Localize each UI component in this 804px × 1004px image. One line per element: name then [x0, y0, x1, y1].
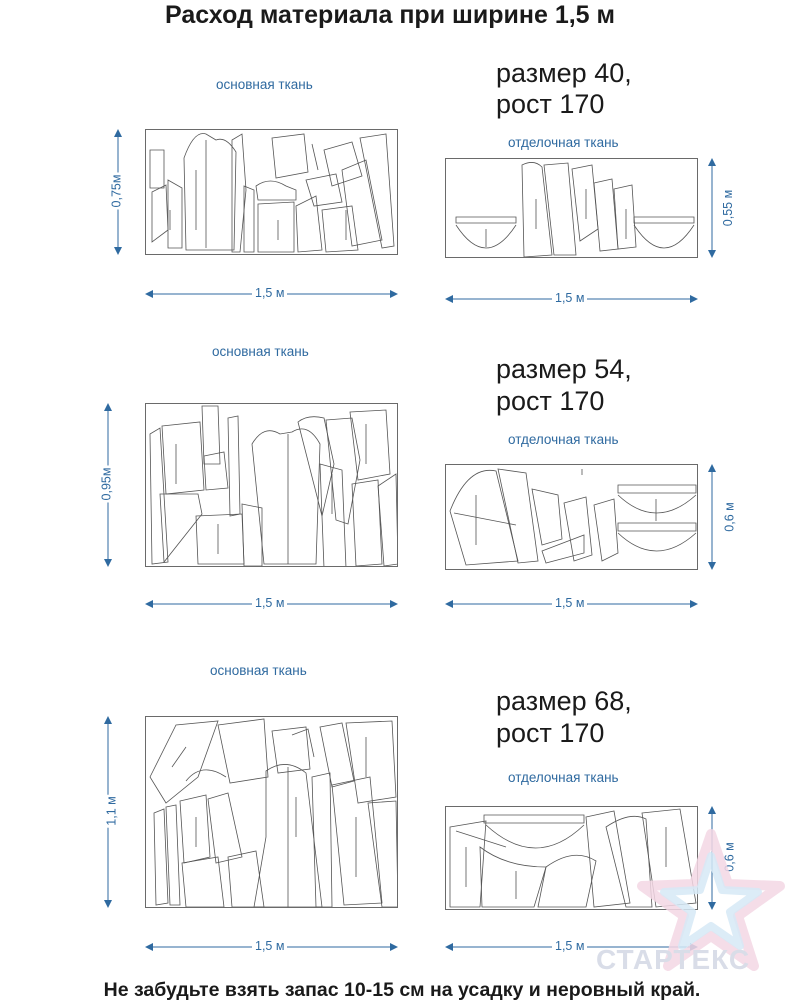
trim-height-label: 0,55 м [721, 189, 736, 227]
main-fabric-label: основная ткань [212, 344, 309, 359]
trim-fabric-layout [445, 158, 698, 258]
main-width-label: 1,5 м [252, 286, 287, 300]
main-height-label: 1,1 м [104, 796, 119, 826]
trim-fabric-label: отделочная ткань [508, 135, 619, 150]
main-fabric-label: основная ткань [216, 77, 313, 92]
trim-fabric-layout [445, 464, 698, 570]
trim-width-label: 1,5 м [552, 939, 587, 953]
trim-fabric-label: отделочная ткань [508, 770, 619, 785]
main-fabric-layout [145, 716, 398, 908]
size-label-line1: размер 40, [496, 58, 632, 88]
main-fabric-layout [145, 129, 398, 255]
trim-width-label: 1,5 м [552, 596, 587, 610]
main-height-label: 0,75м [109, 174, 124, 208]
watermark-text: СТАРТЕКС [596, 944, 751, 975]
size-label-line2: рост 170 [496, 386, 605, 416]
main-width-label: 1,5 м [252, 939, 287, 953]
trim-height-arrow [705, 158, 719, 258]
trim-height-label: 0,6 м [722, 842, 737, 872]
trim-height-label: 0,6 м [722, 502, 737, 532]
main-height-label: 0,95м [99, 467, 114, 501]
size-label-line1: размер 54, [496, 354, 632, 384]
main-fabric-label: основная ткань [210, 663, 307, 678]
size-label-line2: рост 170 [496, 718, 605, 748]
trim-fabric-label: отделочная ткань [508, 432, 619, 447]
size-label-line2: рост 170 [496, 89, 605, 119]
page-title: Расход материала при ширине 1,5 м [164, 1, 616, 29]
footer-note: Не забудьте взять запас 10-15 см на усадку и неровный край. [103, 979, 701, 1001]
trim-width-label: 1,5 м [552, 291, 587, 305]
size-label-line1: размер 68, [496, 686, 632, 716]
trim-height-arrow [705, 464, 719, 570]
main-width-label: 1,5 м [252, 596, 287, 610]
main-fabric-layout [145, 403, 398, 567]
